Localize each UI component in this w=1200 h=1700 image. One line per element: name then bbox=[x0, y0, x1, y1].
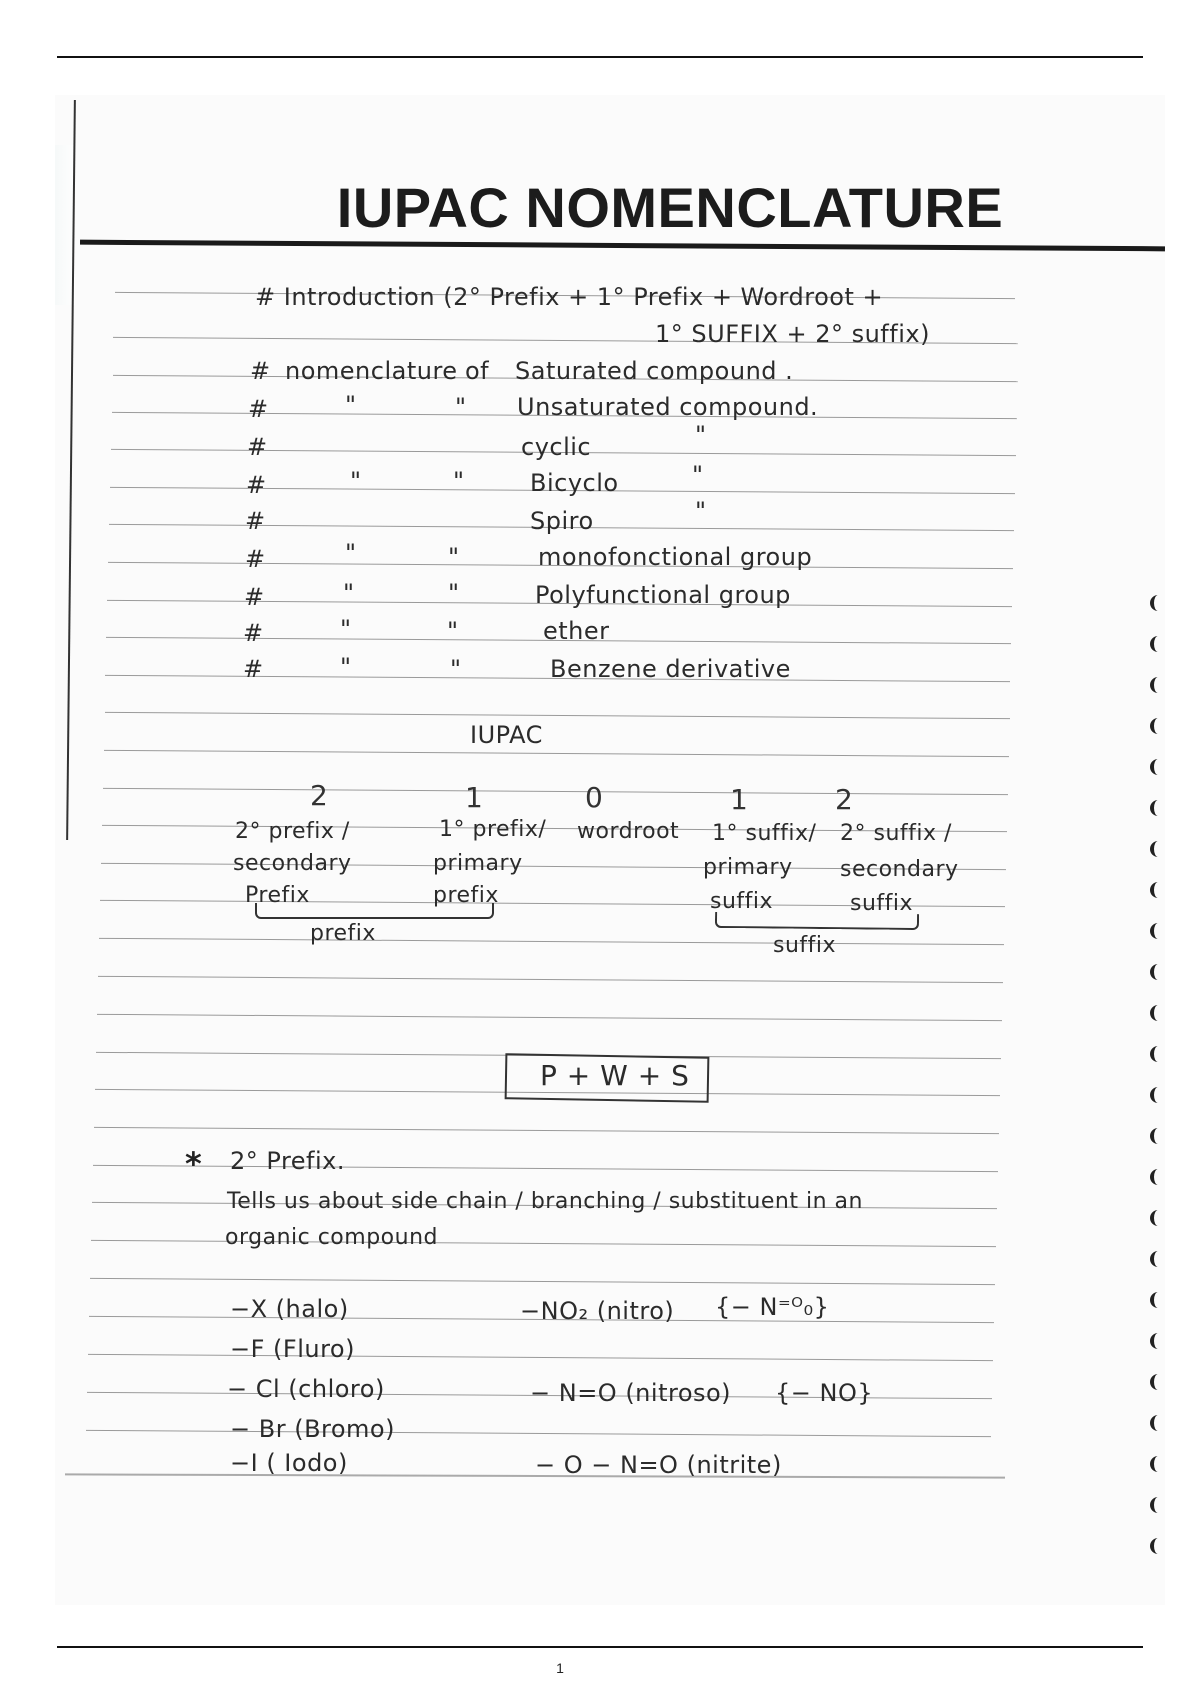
binding-hole bbox=[1150, 1415, 1162, 1431]
structure-label: Prefix bbox=[245, 883, 310, 908]
structure-label: 2° prefix / bbox=[235, 819, 350, 844]
page-title: IUPAC NOMENCLATURE bbox=[336, 176, 1004, 239]
description-line: Tells us about side chain / branching / substituent in an bbox=[227, 1189, 863, 1214]
binding-hole bbox=[1150, 1538, 1162, 1554]
binding-hole bbox=[1150, 1292, 1162, 1308]
ruled-line bbox=[104, 750, 1009, 757]
topic-item: Benzene derivative bbox=[550, 655, 791, 683]
ditto-mark: " bbox=[447, 617, 459, 645]
title-underline bbox=[80, 240, 1165, 252]
ditto-mark: " bbox=[345, 539, 357, 567]
ruled-line bbox=[105, 712, 1010, 719]
ditto-mark: " bbox=[453, 467, 465, 495]
ditto-mark: " bbox=[340, 615, 352, 643]
ditto-mark: " bbox=[340, 653, 352, 681]
structure-label: secondary bbox=[840, 857, 959, 882]
topic-mark: # bbox=[245, 545, 266, 573]
binding-hole bbox=[1150, 1333, 1162, 1349]
ditto-mark: " bbox=[455, 393, 467, 421]
topic-mark: # bbox=[248, 395, 269, 423]
ruled-line bbox=[88, 1354, 993, 1361]
nitroso-group: − N=O (nitroso) bbox=[530, 1379, 732, 1407]
structure-label: wordroot bbox=[577, 819, 680, 844]
binding-hole bbox=[1150, 636, 1162, 652]
ruled-line bbox=[94, 1127, 999, 1134]
ruled-line bbox=[93, 1165, 998, 1172]
bottom-rule bbox=[57, 1646, 1143, 1648]
intro-line-2: 1° SUFFIX + 2° suffix) bbox=[655, 320, 930, 348]
position-number: 0 bbox=[585, 781, 604, 814]
topic-mark: # bbox=[243, 655, 264, 683]
halo-group: −I ( Iodo) bbox=[230, 1449, 348, 1477]
binding-hole bbox=[1150, 677, 1162, 693]
ditto-mark: " bbox=[343, 579, 355, 607]
page-number: 1 bbox=[556, 1660, 564, 1676]
binding-hole bbox=[1150, 759, 1162, 775]
halo-group: −X (halo) bbox=[230, 1295, 349, 1323]
ruled-line bbox=[86, 1430, 991, 1437]
prefix-brace bbox=[255, 903, 494, 919]
halo-group: − Cl (chloro) bbox=[227, 1375, 385, 1403]
structure-label: prefix bbox=[433, 883, 499, 908]
ditto-mark: " bbox=[695, 421, 707, 449]
nitrite-group: − O − N=O (nitrite) bbox=[535, 1451, 782, 1479]
binding-hole bbox=[1150, 1374, 1162, 1390]
halo-group: −F (Fluro) bbox=[230, 1335, 355, 1363]
ruled-line bbox=[103, 788, 1008, 795]
binding-hole bbox=[1150, 1005, 1162, 1021]
binding-hole bbox=[1150, 1087, 1162, 1103]
topic-mark: # bbox=[246, 471, 267, 499]
formula-text: P + W + S bbox=[540, 1059, 690, 1092]
nitro-structure-note: {− N⁼ᴼ₀} bbox=[715, 1293, 830, 1321]
topic-item: Saturated compound . bbox=[515, 357, 794, 385]
ditto-mark: " bbox=[448, 579, 460, 607]
position-number: 1 bbox=[730, 783, 749, 816]
binding-hole bbox=[1150, 1128, 1162, 1144]
ruled-line bbox=[90, 1278, 995, 1285]
binding-hole bbox=[1150, 1210, 1162, 1226]
binding-hole bbox=[1150, 1046, 1162, 1062]
ruled-line bbox=[98, 976, 1003, 983]
structure-label: 1° suffix/ bbox=[712, 821, 817, 846]
topic-item: Spiro bbox=[530, 507, 594, 535]
binding-hole bbox=[1150, 1169, 1162, 1185]
topic-item: Polyfunctional group bbox=[535, 581, 791, 609]
structure-label: secondary bbox=[233, 851, 352, 876]
structure-label: suffix bbox=[710, 889, 774, 914]
topic-mark: # bbox=[243, 619, 264, 647]
topic-mark: # bbox=[245, 507, 266, 535]
topic-item: cyclic bbox=[521, 433, 592, 461]
binding-hole bbox=[1150, 1456, 1162, 1472]
position-number: 2 bbox=[310, 779, 329, 812]
nitroso-structure-note: {− NO} bbox=[775, 1379, 874, 1407]
suffix-brace bbox=[715, 912, 919, 930]
ditto-mark: " bbox=[448, 543, 460, 571]
topic-word: of bbox=[465, 357, 490, 385]
binding-hole bbox=[1150, 1251, 1162, 1267]
structure-label: primary bbox=[433, 851, 523, 876]
binding-hole bbox=[1150, 923, 1162, 939]
ditto-mark: " bbox=[695, 497, 707, 525]
binding-hole bbox=[1150, 1497, 1162, 1513]
topic-item: monofonctional group bbox=[538, 543, 813, 571]
topic-mark: # bbox=[247, 433, 268, 461]
topic-word: nomenclature bbox=[285, 357, 458, 385]
ditto-mark: " bbox=[692, 461, 704, 489]
binding-holes bbox=[1150, 595, 1165, 1575]
description-line: organic compound bbox=[225, 1225, 438, 1250]
topic-item: ether bbox=[543, 617, 610, 645]
ditto-mark: " bbox=[350, 467, 362, 495]
binding-hole bbox=[1150, 595, 1162, 611]
topic-item: Bicyclo bbox=[530, 469, 619, 497]
structure-label: primary bbox=[703, 855, 793, 880]
binding-hole bbox=[1150, 800, 1162, 816]
structure-label: 1° prefix/ bbox=[439, 817, 547, 842]
ditto-mark: " bbox=[450, 655, 462, 683]
top-rule bbox=[57, 56, 1143, 58]
binding-hole bbox=[1150, 882, 1162, 898]
iupac-heading: IUPAC bbox=[470, 721, 543, 749]
topic-mark: # bbox=[250, 357, 271, 385]
ditto-mark: " bbox=[345, 391, 357, 419]
binding-hole bbox=[1150, 841, 1162, 857]
position-number: 1 bbox=[465, 781, 484, 814]
topic-item: Unsaturated compound. bbox=[517, 393, 819, 421]
star-bullet: * bbox=[185, 1145, 203, 1183]
prefix-group-label: prefix bbox=[310, 921, 376, 946]
nitro-group: −NO₂ (nitro) bbox=[520, 1297, 675, 1325]
ruled-line bbox=[99, 938, 1004, 945]
structure-label: suffix bbox=[850, 891, 914, 916]
suffix-group-label: suffix bbox=[773, 933, 837, 958]
structure-label: 2° suffix / bbox=[840, 821, 952, 846]
topic-mark: # bbox=[244, 583, 265, 611]
position-number: 2 bbox=[835, 783, 854, 816]
binding-hole bbox=[1150, 964, 1162, 980]
ruled-line bbox=[97, 1014, 1002, 1021]
binding-hole bbox=[1150, 718, 1162, 734]
notebook-page-scan bbox=[55, 95, 1165, 1605]
intro-line-1: # Introduction (2° Prefix + 1° Prefix + Wordroot + bbox=[255, 283, 884, 311]
section-heading: 2° Prefix. bbox=[230, 1147, 346, 1175]
halo-group: − Br (Bromo) bbox=[230, 1415, 395, 1443]
